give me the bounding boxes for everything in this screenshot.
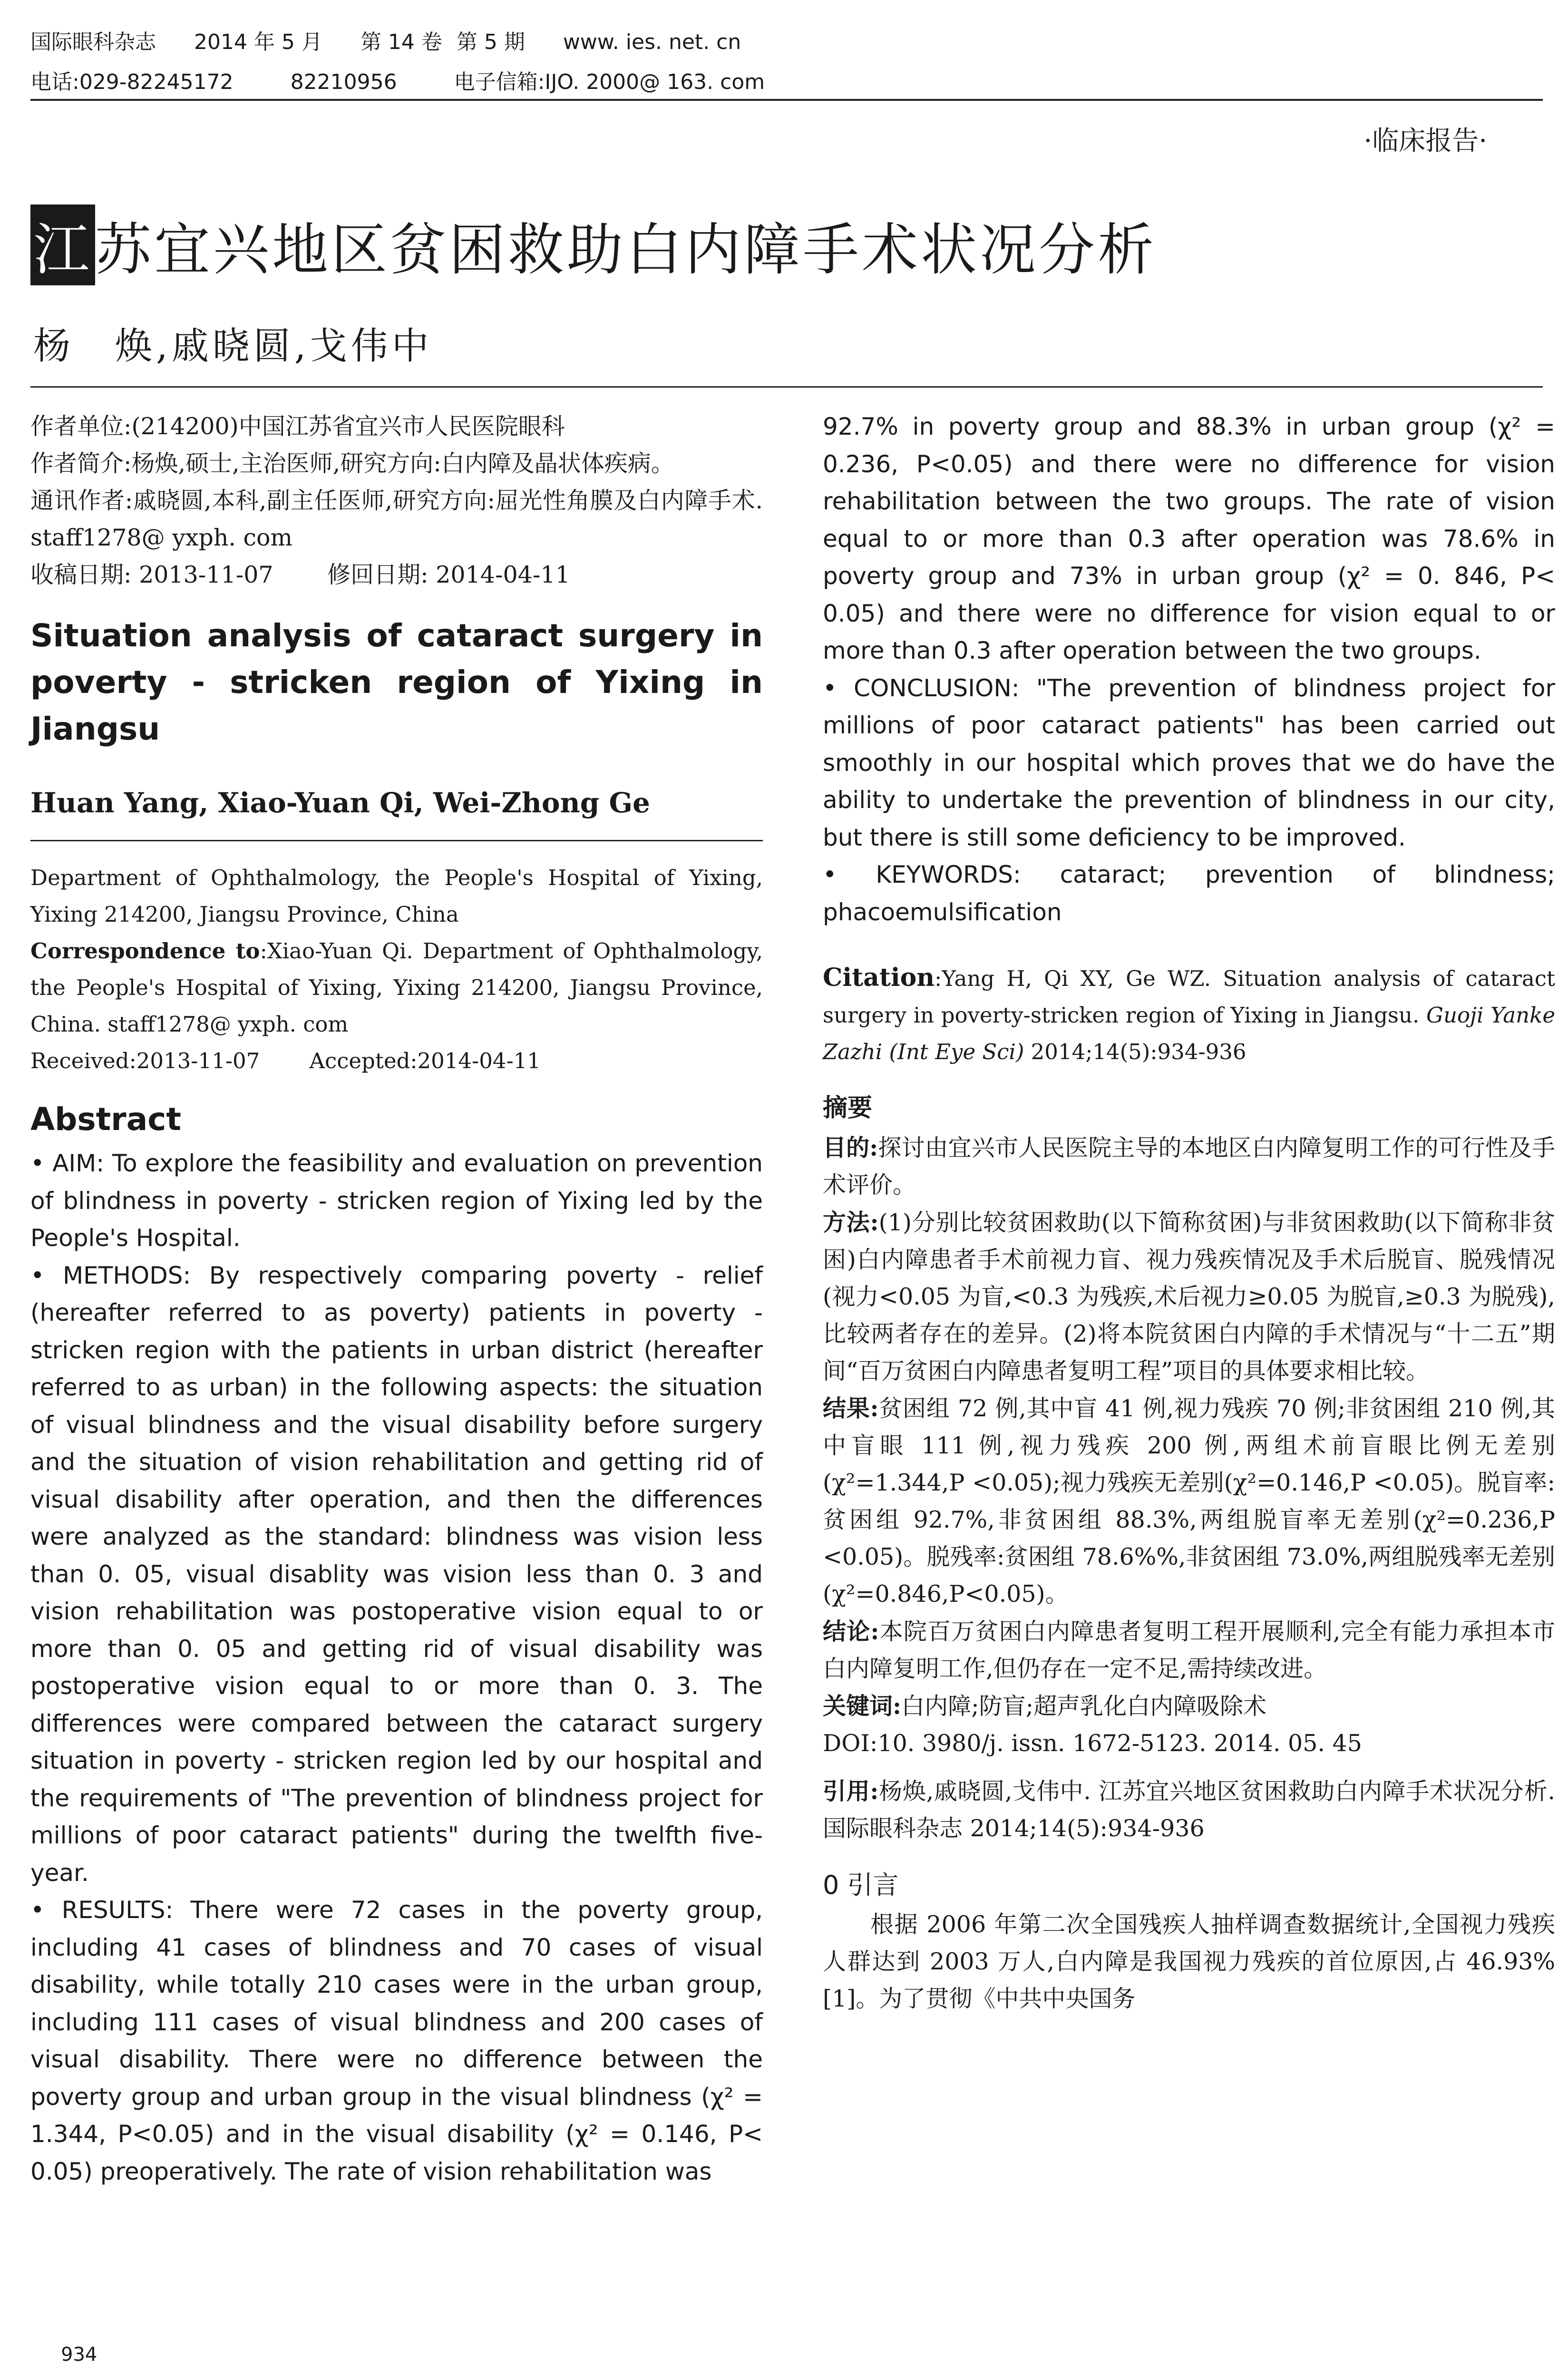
left-column	[30, 408, 763, 2190]
zh-methods	[823, 1204, 1555, 1390]
citation-en	[823, 959, 1555, 1070]
zh-conclusion-label: 结论:	[823, 1617, 879, 1645]
affiliation-rule	[30, 840, 763, 841]
citation-journal: Guoji Yanke Zazhi (Int Eye Sci)	[823, 1003, 1556, 1064]
section-tag: ·临床报告·	[1363, 126, 1487, 156]
zh-aim-label: 目的:	[823, 1134, 878, 1161]
paper-title	[30, 205, 1157, 285]
zh-keywords-label: 关键词:	[823, 1692, 902, 1720]
abstract-methods: • METHODS: By respectively comparing poverty - relief (hereafter referred to as poverty) patients in poverty - stricken region with the patients in urban district (hereafter referred to as urban) in the following aspects: the situation of visual blindness and the visual disability before surgery and the situation of vision rehabilitation and getting rid of visual disability after operation, and then the differences were analyzed as the standard: blindness was vision less than 0. 05, visual disablity was vision less than 0. 3 and vision rehabilitation was postoperative vision equal to or more than 0. 05 and getting rid of visual disability was postoperative vision equal to or more than 0. 3. The differences were compared between the cataract surgery situation in poverty - stricken region led by our hospital and the requirements of "The prevention of blindness project for millions of poor cataract patients" during the twelfth five-year.	[30, 1261, 763, 1887]
correspondence-text: :Xiao-Yuan Qi. Department of Ophthalmology, the People's Hospital of Yixing, Yixing 214200, Jiangsu Province, China. staff1278@ yxph. com	[30, 938, 763, 1037]
zh-methods-text: (1)分别比较贫困救助(以下简称贫困)与非贫困救助(以下简称非贫困)白内障患者手术前视力盲、视力残疾情况及手术后脱盲、脱残情况(视力<0.05 为盲,<0.3 为残疾,术后视力≥0.05 为脱盲,≥0.3 为脱残),比较两者存在的差异。(2)将本院贫困白内障的手术情况与“十二五”期间“百万贫困白内障患者复明工程”项目的具体要求相比较。	[823, 1209, 1556, 1384]
zh-aim	[823, 1129, 1555, 1204]
volume: 第 14 卷	[360, 30, 442, 54]
abstract-conclusion: • CONCLUSION: "The prevention of blindness project for millions of poor cataract patients" has been carried out smoothly in our hospital which proves that we do have the ability to undertake the prevention of blindness in our city, but there is still some deficiency to be improved.	[823, 674, 1555, 851]
citation-text: :Yang H, Qi XY, Ge WZ. Situation analysis of cataract surgery in poverty-stricken region of Yixing in Jiangsu.	[823, 966, 1555, 1028]
zh-citation	[823, 1773, 1555, 1847]
abstract-results-continued: 92.7% in poverty group and 88.3% in urban group (χ² = 0.236, P<0.05) and there were no difference for vision rehabilitation between the two groups. The rate of vision equal to or more than 0.3 after operation was 78.6% in poverty group and 73% in urban group (χ² = 0. 846, P< 0.05) and there were no difference for vision equal to or more than 0.3 after operation between the two groups.	[823, 413, 1555, 664]
zh-results-label: 结果:	[823, 1394, 879, 1422]
dates-zh: 收稿日期: 2013-11-07 修回日期: 2014-04-11	[30, 561, 570, 588]
affiliation-en: Department of Ophthalmology, the People's Hospital of Yixing, Yixing 214200, Jiangsu Province, China	[30, 865, 763, 927]
citation-tail: 2014;14(5):934-936	[1024, 1039, 1247, 1064]
correspondence-en	[30, 933, 763, 1042]
website-link[interactable]: www. ies. net. cn	[563, 30, 741, 54]
title-rest: 苏宜兴地区贫困救助白内障手术状况分析	[95, 217, 1157, 283]
authors-zh: 杨 焕,戚晓圆,戈伟中	[33, 325, 433, 368]
journal-name: 国际眼科杂志	[30, 30, 156, 54]
journal-header-line2	[30, 65, 803, 95]
zh-conclusion	[823, 1613, 1555, 1687]
corresponding-author-zh: 通讯作者:戚晓圆,本科,副主任医师,研究方向:屈光性角膜及白内障手术. staff1278@ yxph. com	[30, 487, 763, 551]
zh-methods-label: 方法:	[823, 1208, 879, 1236]
zh-aim-text: 探讨由宜兴市人民医院主导的本地区白内障复明工作的可行性及手术评价。	[823, 1134, 1555, 1198]
zh-keywords	[823, 1687, 1555, 1725]
intro-paragraph: 根据 2006 年第二次全国残疾人抽样调查数据统计,全国视力残疾人群达到 2003 万人,白内障是我国视力残疾的首位原因,占 46.93%[1]。为了贯彻《中共中央国务	[823, 1911, 1555, 2012]
issue: 第 5 期	[456, 30, 525, 54]
zh-keywords-text: 白内障;防盲;超声乳化白内障吸除术	[901, 1693, 1267, 1720]
zh-citation-text: 杨焕,戚晓圆,戈伟中. 江苏宜兴地区贫困救助白内障手术状况分析. 国际眼科杂志 2014;14(5):934-936	[823, 1778, 1555, 1842]
zh-conclusion-text: 本院百万贫困白内障患者复明工程开展顺利,完全有能力承担本市白内障复明工作,但仍存在一定不足,需持续改进。	[823, 1618, 1555, 1682]
author-affiliation-zh: 作者单位:(214200)中国江苏省宜兴市人民医院眼科	[30, 413, 565, 440]
intro-heading: 0 引言	[823, 1870, 899, 1900]
journal-header-line1	[30, 25, 779, 55]
phone: 电话:029-82245172	[30, 70, 234, 94]
abstract-aim: • AIM: To explore the feasibility and evaluation on prevention of blindness in poverty - stricken region of Yixing led by the People's Hospital.	[30, 1150, 763, 1252]
page-number: 934	[61, 2344, 97, 2366]
doi: DOI:10. 3980/j. issn. 1672-5123. 2014. 05. 45	[823, 1730, 1362, 1757]
author-bio-zh: 作者简介:杨焕,硕士,主治医师,研究方向:白内障及晶状体疾病。	[30, 450, 674, 477]
english-title: Situation analysis of cataract surgery in poverty - stricken region of Yixing in Jiangsu	[30, 617, 763, 747]
issue-date: 2014 年 5 月	[194, 30, 322, 54]
english-authors: Huan Yang, Xiao-Yuan Qi, Wei-Zhong Ge	[30, 787, 650, 819]
title-first-char: 江	[30, 205, 95, 285]
correspondence-label: Correspondence to	[30, 938, 260, 964]
abstract-results: • RESULTS: There were 72 cases in the poverty group, including 41 cases of blindness and 70 cases of visual disability, while totally 210 cases were in the urban group, including 111 cases of visual blindness and 200 cases of visual disability. There were no difference between the poverty group and urban group in the visual blindness (χ² = 1.344, P<0.05) and in the visual disability (χ² = 0.146, P< 0.05) preoperatively. The rate of vision rehabilitation was	[30, 1896, 763, 2185]
header-rule	[30, 99, 1543, 101]
abstract-keywords: • KEYWORDS: cataract; prevention of blindness; phacoemulsification	[823, 861, 1555, 926]
citation-label: Citation	[823, 963, 935, 992]
zh-results-text: 贫困组 72 例,其中盲 41 例,视力残疾 70 例;非贫困组 210 例,其中盲眼 111 例,视力残疾 200 例,两组术前盲眼比例无差别(χ²=1.344,P <0.05);视力残疾无差别(χ²=0.146,P <0.05)。脱盲率:贫困组 92.7%,非贫困组 88.3%,两组脱盲率无差别(χ²=0.236,P <0.05)。脱残率:贫困组 78.6%%,非贫困组 73.0%,两组脱残率无差别(χ²=0.846,P<0.05)。	[823, 1395, 1555, 1607]
zh-citation-label: 引用:	[823, 1777, 879, 1805]
received-accepted: Received:2013-11-07 Accepted:2014-04-11	[30, 1048, 541, 1073]
zh-abstract-heading: 摘要	[823, 1094, 873, 1122]
email-link[interactable]: 电子信箱:IJO. 2000@ 163. com	[454, 70, 765, 94]
right-column	[823, 408, 1555, 2017]
title-rule	[30, 386, 1543, 388]
abstract-heading: Abstract	[30, 1101, 181, 1138]
phone2: 82210956	[290, 70, 397, 94]
zh-results	[823, 1390, 1555, 1613]
